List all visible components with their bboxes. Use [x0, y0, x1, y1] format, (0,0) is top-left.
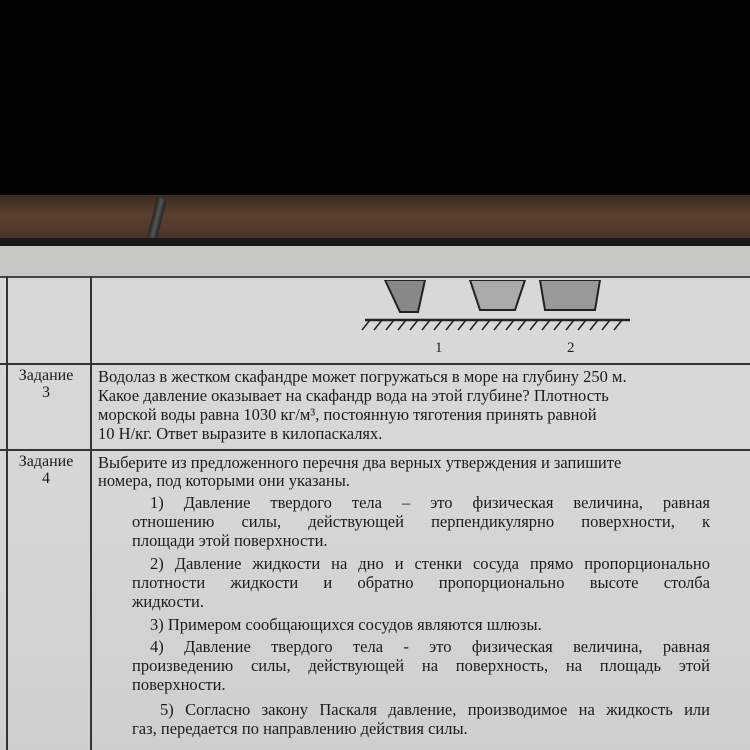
- figure-label-1: 1: [435, 340, 443, 356]
- statement-4-line-1: 4) Давление твердого тела - это физическая величина, равная: [150, 637, 710, 656]
- statement-3-line-1: 3) Примером сообщающихся сосудов являются шлюзы.: [150, 615, 542, 634]
- task3-line-3: морской воды равна 1030 кг/м³, постоянную тяготения принять равной: [98, 405, 597, 424]
- monitor-bezel: [0, 0, 750, 200]
- statement-1-line-2: отношению силы, действующей перпендикулярно поверхности, к: [132, 512, 710, 531]
- task4-intro-line-1: Выберите из предложенного перечня два верных утверждения и запишите: [98, 453, 622, 472]
- desk-background: [0, 195, 750, 240]
- task3-line-4: 10 Н/кг. Ответ выразите в килопаскалях.: [98, 424, 383, 443]
- task3-line-1: Водолаз в жестком скафандре может погружаться в море на глубину 250 м.: [98, 367, 627, 386]
- statement-2-line-1: 2) Давление жидкости на дно и стенки сосуда прямо пропорционально: [150, 554, 710, 573]
- statement-2-line-3: жидкости.: [132, 592, 204, 611]
- statement-1-line-3: площади этой поверхности.: [132, 531, 328, 550]
- vessels-figure: [340, 280, 640, 340]
- task4-label: [4, 453, 88, 487]
- statement-2-line-2: плотности жидкости и обратно пропорционально высоте столба: [132, 573, 710, 592]
- table-left-border: [6, 276, 8, 750]
- task4-intro-line-2: номера, под которыми они указаны.: [98, 471, 350, 490]
- task4-label-word: Задание: [18, 453, 74, 470]
- statement-5-line-2: газ, передается по направлению действия силы.: [132, 719, 468, 738]
- task3-label: [4, 367, 88, 401]
- task4-label-number: 4: [42, 470, 50, 487]
- statement-4-line-2: произведению силы, действующей на поверхность, на площадь этой: [132, 656, 710, 675]
- table-column-divider: [90, 276, 92, 750]
- worksheet: [0, 246, 750, 750]
- task3-line-2: Какое давление оказывает на скафандр вода на этой глубине? Плотность: [98, 386, 609, 405]
- task3-label-number: 3: [42, 384, 50, 401]
- row-divider-task4: [0, 449, 750, 451]
- dark-header-band: [0, 246, 750, 278]
- task3-label-word: Задание: [18, 367, 74, 384]
- row-divider-task3: [0, 363, 750, 365]
- statement-1-line-1: 1) Давление твердого тела – это физическая величина, равная: [150, 493, 710, 512]
- statement-4-line-3: поверхности.: [132, 675, 226, 694]
- statement-5-line-1: 5) Согласно закону Паскаля давление, производимое на жидкость или: [160, 700, 710, 719]
- figure-label-2: 2: [567, 340, 575, 356]
